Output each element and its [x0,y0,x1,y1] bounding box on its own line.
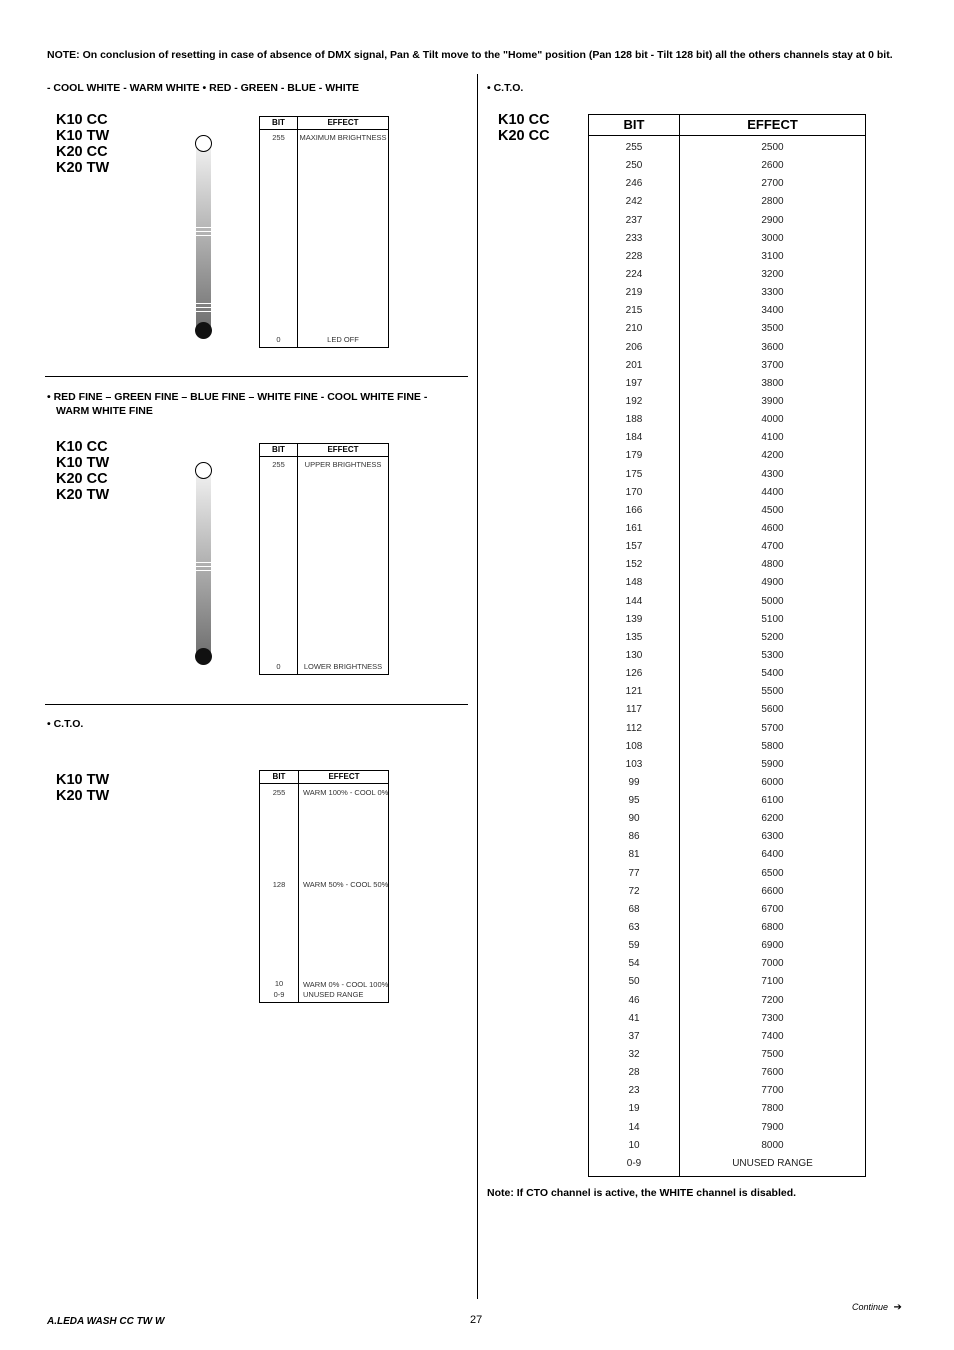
table-cell-bit: 135 [625,631,643,643]
table-cell-effect: 5300 [761,649,784,661]
table-cell-effect: 7800 [761,1103,784,1115]
table-cell-effect: 4100 [761,432,784,444]
table-cell-bit: 255 [272,133,285,142]
table-row [589,193,865,211]
table-cell-bit: 0 [276,335,281,344]
table-row [589,992,865,1010]
table-cell-bit: 215 [625,305,643,317]
table-cell-bit: 37 [628,1030,640,1042]
table-cell-effect: 6100 [761,795,784,807]
table-cell-bit: 32 [628,1049,640,1061]
table-cell-bit: 184 [625,432,643,444]
table-cell-bit: 0-9 [626,1157,642,1169]
table-cell-bit: 46 [628,994,640,1006]
section2-heading-line1: • RED FINE – GREEN FINE – BLUE FINE – WHITE FINE - COOL WHITE FINE - [47,391,428,403]
reset-note: NOTE: On conclusion of resetting in case of absence of DMX signal, Pan & Tilt move to the "Home" position (Pan 128 bit - Tilt 128 bit) all the others channels stay at 0 bit. [47,49,893,61]
table-cell-bit: 152 [625,559,643,571]
table-cell-bit: 77 [628,867,640,879]
table-cell-bit: 128 [272,880,286,889]
table-row [589,320,865,338]
table-row [589,1100,865,1118]
table-cell-bit: 10 [628,1139,640,1151]
table-cell-bit: 233 [625,232,643,244]
section3-table [259,770,389,1003]
table-cell-effect: 2500 [761,142,784,153]
table-row [589,593,865,611]
table-row [589,375,865,393]
table-cell-effect: 4500 [761,504,784,516]
table-cell-effect: 7700 [761,1085,784,1097]
table-row [589,302,865,320]
table-row [589,738,865,756]
table-row [589,212,865,230]
table-row [589,538,865,556]
table-cell-bit: 201 [625,359,643,371]
section3-heading: • C.T.O. [47,718,84,730]
table-cell-effect: 4900 [761,577,784,589]
table-cell-effect: 2900 [761,214,784,226]
table-cell-effect: 8000 [761,1139,784,1151]
table-row [589,1010,865,1028]
table-row [589,846,865,864]
table-cell-bit: 112 [626,722,642,734]
arrow-right-icon: ➔ [893,1302,902,1313]
section2-heading-line2: WARM WHITE FINE [56,405,153,417]
table-cell-bit: 250 [625,160,643,172]
continue-indicator [852,1302,902,1313]
table-row [589,756,865,774]
table-cell-effect: 6900 [761,940,784,952]
table-cell-bit: 99 [628,776,640,788]
table-cell-effect: 4000 [761,414,784,426]
table-cell-bit: 14 [628,1121,640,1133]
table-cell-bit: 219 [625,287,643,299]
table-cell-effect: 6600 [761,885,784,897]
column-header-bit: BIT [623,117,645,132]
table-row [589,629,865,647]
table-cell-effect: 2800 [761,196,784,208]
model-label: K20 CC [56,144,108,160]
section1-table [259,116,389,348]
dimmer-slider-icon [195,135,213,341]
table-row [589,883,865,901]
table-row [589,1082,865,1100]
table-cell-bit: 255 [272,788,286,797]
column-header-effect: EFFECT [327,445,359,454]
model-label: K10 TW [56,772,110,788]
table-cell-effect: 7900 [761,1121,784,1133]
table-row [589,955,865,973]
table-cell-bit: 255 [625,142,643,153]
table-cell-effect: 5500 [761,686,784,698]
table-row [589,393,865,411]
table-row [589,901,865,919]
table-cell-bit: 108 [625,740,643,752]
section1-models [56,112,109,176]
table-row [589,720,865,738]
model-label: K20 TW [56,160,110,176]
table-cell-effect: 7200 [761,994,784,1006]
table-cell-effect: 3900 [761,395,784,407]
continue-label: Continue [852,1302,889,1312]
table-cell-bit: 81 [628,849,640,861]
table-cell-bit: 246 [625,178,643,190]
table-row [589,701,865,719]
column-header-bit: BIT [272,118,285,127]
table-cell-effect: 4400 [761,486,784,498]
table-row [589,1155,865,1173]
table-cell-bit: 148 [625,577,643,589]
table-row [589,1028,865,1046]
table-cell-bit: 192 [625,395,643,407]
table-cell-bit: 157 [625,541,643,553]
table-row [589,937,865,955]
table-row [589,1137,865,1155]
table-cell-effect: 3600 [761,341,784,353]
column-header-effect: EFFECT [327,118,359,127]
table-cell-effect: LED OFF [327,335,359,344]
table-row [589,139,865,157]
model-label: K10 TW [56,128,110,144]
table-cell-bit: 28 [628,1067,640,1079]
table-cell-effect: 6500 [761,867,784,879]
table-cell-effect: 5400 [761,668,784,680]
table-cell-bit: 175 [625,468,643,480]
table-row [589,1119,865,1137]
table-cell-effect: 6200 [761,813,784,825]
table-cell-bit: 224 [625,268,643,280]
section2-heading [47,390,462,418]
table-row [589,520,865,538]
model-label: K10 TW [56,455,110,471]
table-cell-effect: 3300 [761,287,784,299]
table-row [589,466,865,484]
table-row [589,792,865,810]
table-cell-bit: 206 [625,341,643,353]
table-cell-effect: 7100 [761,976,784,988]
table-cell-bit: 126 [625,668,643,680]
table-row [589,266,865,284]
table-cell-effect: 3100 [761,250,784,262]
table-cell-effect: UNUSED RANGE [303,990,364,999]
model-label: K20 CC [56,471,108,487]
table-cell-bit: 86 [628,831,640,843]
table-row [589,556,865,574]
table-cell-bit: 103 [625,758,643,770]
table-cell-bit: 188 [625,414,643,426]
model-label: K10 CC [56,112,108,128]
section-divider [45,376,468,377]
table-cell-bit: 63 [628,922,640,934]
table-cell-bit: 210 [625,323,643,335]
column-header-bit: BIT [272,445,285,454]
table-row [589,828,865,846]
table-cell-effect: 3400 [761,305,784,317]
table-row [589,157,865,175]
table-cell-effect: 2700 [761,178,784,190]
table-cell-bit: 54 [628,958,640,970]
page-number: 27 [470,1314,483,1326]
table-row [589,502,865,520]
table-row [589,665,865,683]
table-row [589,175,865,193]
table-cell-effect: 6700 [761,903,784,915]
table-cell-bit: 170 [625,486,643,498]
column-divider [477,74,478,1299]
table-row [589,230,865,248]
model-label: K10 CC [56,439,108,455]
table-cell-bit: 19 [628,1103,640,1115]
table-cell-effect: 3700 [761,359,784,371]
table-cell-effect: 7400 [761,1030,784,1042]
table-cell-effect: 5100 [761,613,784,625]
table-cell-effect: 4600 [761,522,784,534]
table-row [589,774,865,792]
table-cell-effect: 3500 [761,323,784,335]
table-cell-effect: 6000 [761,776,784,788]
table-cell-bit: 161 [625,522,643,534]
section2-table [259,443,389,675]
table-cell-effect: MAXIMUM BRIGHTNESS [299,133,387,142]
dimmer-slider-icon [195,462,213,668]
table-cell-bit: 72 [628,885,640,897]
table-row [589,429,865,447]
table-cell-effect: 5800 [761,740,784,752]
table-cell-effect: 7600 [761,1067,784,1079]
model-label: K10 CC [498,112,550,128]
table-cell-effect: LOWER BRIGHTNESS [303,662,383,671]
table-row [589,919,865,937]
table-cell-effect: 5600 [761,704,784,716]
table-cell-effect: 3000 [761,232,784,244]
table-cell-effect: WARM 50% - COOL 50% [303,880,389,889]
table-cell-bit: 166 [625,504,643,516]
table-cell-bit: 117 [626,704,642,716]
table-cell-bit: 68 [628,903,640,915]
table-row [589,284,865,302]
model-label: K20 CC [498,128,550,144]
table-row [589,611,865,629]
table-row [589,647,865,665]
table-cell-effect: 7300 [761,1012,784,1024]
table-row [589,973,865,991]
table-cell-bit: 228 [625,250,643,262]
table-cell-effect: 3200 [761,268,784,280]
table-cell-bit: 41 [628,1012,640,1024]
table-row [589,447,865,465]
table-cell-effect: 5700 [761,722,784,734]
section3-models [56,772,109,804]
cto-note: Note: If CTO channel is active, the WHITE channel is disabled. [487,1187,797,1199]
table-row [589,411,865,429]
table-cell-effect: UPPER BRIGHTNESS [304,460,382,469]
section1-heading: - COOL WHITE - WARM WHITE • RED - GREEN - BLUE - WHITE [47,82,360,94]
section2-models [56,439,109,503]
table-cell-bit: 50 [628,976,640,988]
table-cell-bit: 179 [625,450,643,462]
table-cell-bit: 144 [625,595,643,607]
table-cell-effect: 2600 [761,160,784,172]
table-cell-effect: 4800 [761,559,784,571]
table-row [589,865,865,883]
table-cell-bit: 130 [625,649,643,661]
product-name: A.LEDA WASH CC TW W [47,1316,165,1327]
table-cell-bit: 59 [628,940,640,952]
table-cell-effect: 3800 [761,377,784,389]
table-cell-effect: 5900 [761,758,784,770]
table-row [589,357,865,375]
table-cell-bit: 197 [625,377,643,389]
section4-models [498,112,550,144]
table-cell-bit: 95 [628,795,640,807]
table-cell-bit: 0-9 [273,990,285,999]
table-cell-effect: 7500 [761,1049,784,1061]
table-row [589,1046,865,1064]
column-header-effect: EFFECT [328,772,360,781]
table-cell-effect: 5000 [761,595,784,607]
table-cell-effect: 6400 [761,849,784,861]
table-cell-bit: 90 [628,813,640,825]
column-header-bit: BIT [272,772,286,781]
table-row [589,810,865,828]
table-cell-effect: 6300 [761,831,784,843]
table-cell-bit: 242 [625,196,643,208]
cto-table-body [589,139,865,1173]
table-cell-effect: WARM 100% - COOL 0% [303,788,389,797]
table-row [589,339,865,357]
table-cell-effect: 4200 [761,450,784,462]
table-cell-effect: 4700 [761,541,784,553]
model-label: K20 TW [56,487,110,503]
table-row [589,484,865,502]
table-cell-bit: 23 [628,1085,640,1097]
section4-heading: • C.T.O. [487,82,524,94]
column-header-effect: EFFECT [747,117,798,132]
model-label: K20 TW [56,788,110,804]
table-row [589,1064,865,1082]
table-cell-effect: 7000 [761,958,784,970]
table-cell-effect: 4300 [761,468,784,480]
table-cell-bit: 10 [274,979,284,988]
table-row [589,574,865,592]
table-cell-effect: UNUSED RANGE [732,1157,813,1169]
table-cell-effect: 5200 [761,631,784,643]
table-cell-bit: 237 [625,214,643,226]
table-row [589,683,865,701]
table-cell-bit: 121 [625,686,643,698]
table-cell-bit: 139 [625,613,643,625]
table-cell-effect: WARM 0% - COOL 100% [303,980,389,989]
table-row [589,248,865,266]
table-cell-effect: 6800 [761,922,784,934]
section-divider [45,704,468,705]
table-cell-bit: 0 [276,662,281,671]
cto-table [588,114,866,1177]
table-cell-bit: 255 [272,460,285,469]
